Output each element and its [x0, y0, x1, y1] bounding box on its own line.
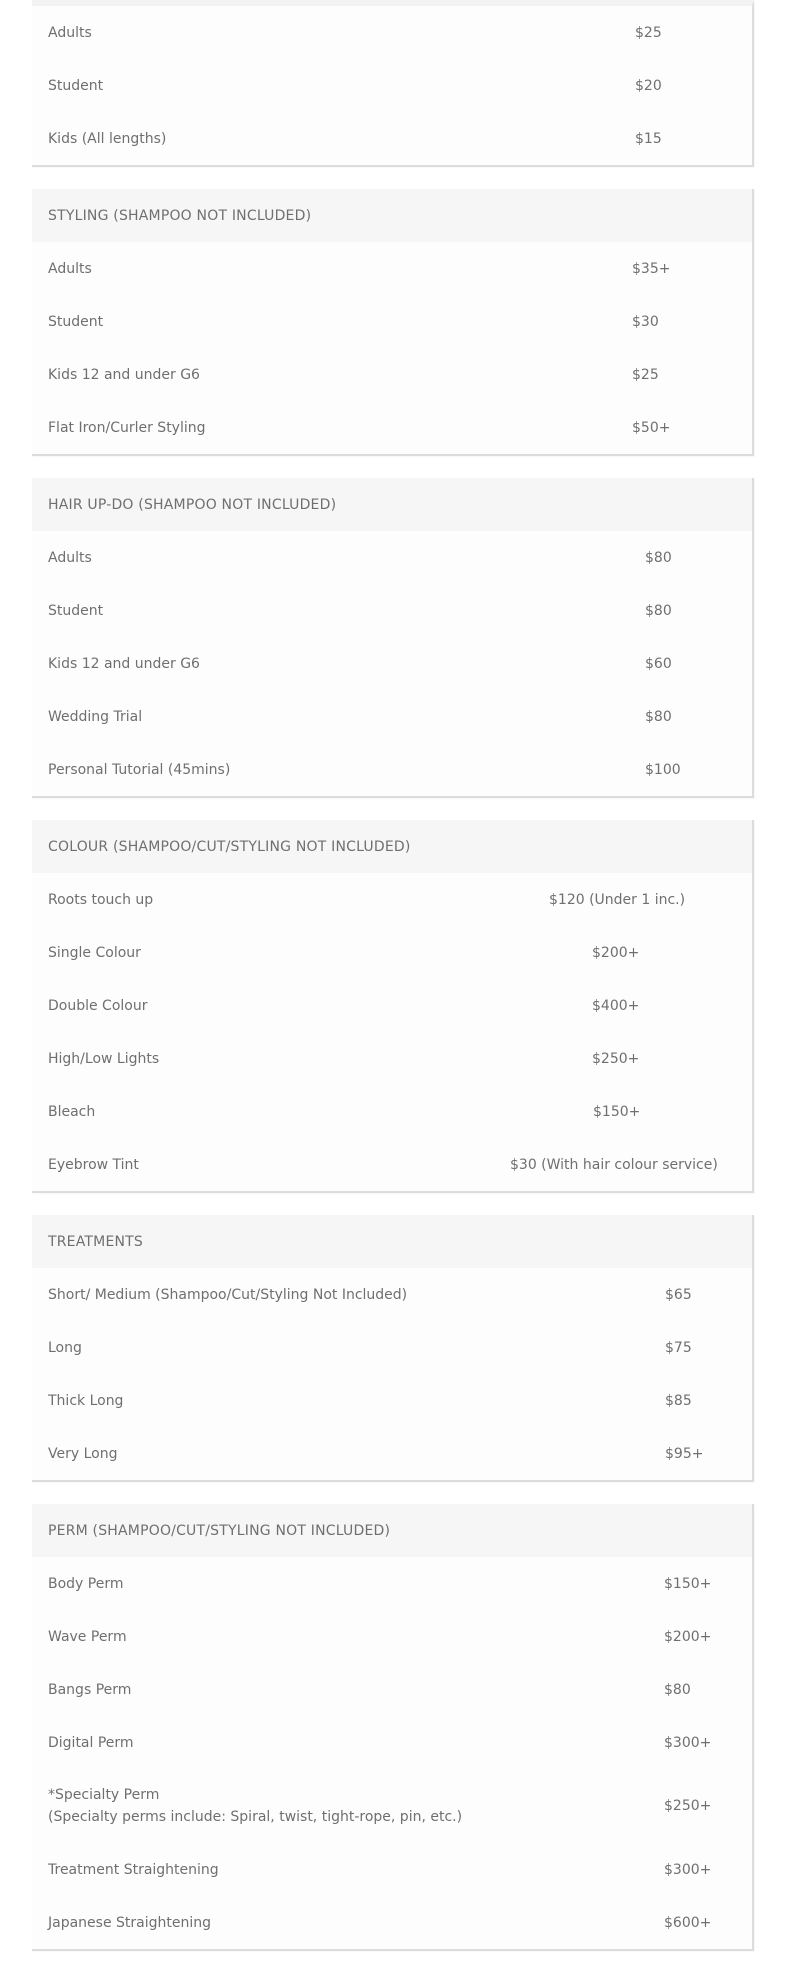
service-price: $30 (With hair colour service): [510, 1156, 718, 1173]
service-name: Adults: [48, 24, 92, 41]
section-title: TREATMENTS: [32, 1215, 752, 1268]
table-row: [32, 743, 752, 796]
service-price: $80: [645, 708, 672, 725]
table-row: [32, 295, 752, 348]
table-row: [32, 1032, 752, 1085]
section-title: COLOUR (SHAMPOO/CUT/STYLING NOT INCLUDED): [32, 820, 752, 873]
table-row: [32, 1663, 752, 1716]
table-row: [32, 1716, 752, 1769]
table-row: [32, 1268, 752, 1321]
service-name: Single Colour: [48, 944, 141, 961]
service-name: Bangs Perm: [48, 1681, 132, 1698]
price-table-colour: [32, 820, 754, 1193]
table-row: [32, 348, 752, 401]
service-name: *Specialty Perm: [48, 1787, 160, 1803]
service-name: Kids (All lengths): [48, 130, 167, 147]
table-row: [32, 1896, 752, 1949]
table-row: [32, 59, 752, 112]
section-title: PERM (SHAMPOO/CUT/STYLING NOT INCLUDED): [32, 1504, 752, 1557]
service-name: Student: [48, 602, 104, 619]
price-table-cut: [32, 0, 754, 167]
service-price: $20: [635, 77, 662, 94]
service-name: Bleach: [48, 1103, 96, 1120]
service-name: Japanese Straightening: [48, 1914, 212, 1931]
table-row: [32, 112, 752, 165]
table-row: [32, 1138, 752, 1191]
service-price: $300+: [664, 1861, 712, 1878]
service-name: Kids 12 and under G6: [48, 655, 200, 672]
service-name: Thick Long: [48, 1392, 124, 1409]
table-row: [32, 1321, 752, 1374]
section-title: HAIR UP-DO (SHAMPOO NOT INCLUDED): [32, 478, 752, 531]
service-name: Double Colour: [48, 997, 148, 1014]
table-row: [32, 584, 752, 637]
table-row: [32, 690, 752, 743]
service-price: $95+: [665, 1445, 704, 1462]
service-price: $60: [645, 655, 672, 672]
service-price: $25: [632, 366, 659, 383]
table-row: [32, 401, 752, 454]
table-row: [32, 531, 752, 584]
service-name: Very Long: [48, 1445, 118, 1462]
service-name: Wedding Trial: [48, 708, 143, 725]
service-name: Treatment Straightening: [48, 1861, 219, 1878]
table-row: [32, 242, 752, 295]
table-row: [32, 1610, 752, 1663]
service-name: Adults: [48, 260, 92, 277]
service-note: (Specialty perms include: Spiral, twist, tight-rope, pin, etc.): [48, 1809, 463, 1825]
service-name: Short/ Medium (Shampoo/Cut/Styling Not Included): [48, 1286, 408, 1303]
service-name: Long: [48, 1339, 82, 1356]
service-price: $200+: [664, 1628, 712, 1645]
service-name: Roots touch up: [48, 891, 154, 908]
table-row: [32, 1427, 752, 1480]
price-list: [32, 0, 754, 1973]
table-row: [32, 1085, 752, 1138]
service-name: Kids 12 and under G6: [48, 366, 200, 383]
table-row: [32, 637, 752, 690]
service-price: $35+: [632, 260, 671, 277]
service-price: $120 (Under 1 inc.): [549, 891, 686, 908]
table-row: [32, 6, 752, 59]
service-price: $65: [665, 1286, 692, 1303]
table-row: [32, 873, 752, 926]
service-price: $15: [635, 130, 662, 147]
price-table-hair-up-do: [32, 478, 754, 798]
service-price: $250+: [664, 1798, 712, 1814]
service-price: $25: [635, 24, 662, 41]
table-row: [32, 1374, 752, 1427]
service-price: $400+: [592, 997, 640, 1014]
service-price: $200+: [592, 944, 640, 961]
service-price: $150+: [664, 1575, 712, 1592]
service-name: Body Perm: [48, 1575, 124, 1592]
service-price: $80: [645, 602, 672, 619]
service-name: Flat Iron/Curler Styling: [48, 419, 206, 436]
service-price: $85: [665, 1392, 692, 1409]
table-row: [32, 1843, 752, 1896]
table-row: [32, 926, 752, 979]
service-name: Student: [48, 313, 104, 330]
service-price: $600+: [664, 1914, 712, 1931]
service-name: Personal Tutorial (45mins): [48, 761, 231, 778]
service-price: $150+: [593, 1103, 641, 1120]
service-price: $80: [664, 1681, 691, 1698]
service-name: Eyebrow Tint: [48, 1156, 139, 1173]
service-price: $250+: [592, 1050, 640, 1067]
service-name: Digital Perm: [48, 1734, 134, 1751]
table-row: [32, 1557, 752, 1610]
price-table-perm: [32, 1504, 754, 1951]
service-name: High/Low Lights: [48, 1050, 160, 1067]
section-title: STYLING (SHAMPOO NOT INCLUDED): [32, 189, 752, 242]
table-row: [32, 979, 752, 1032]
service-price: $100: [645, 761, 681, 778]
service-price: $50+: [632, 419, 671, 436]
service-price: $300+: [664, 1734, 712, 1751]
service-name: Student: [48, 77, 104, 94]
service-name: Adults: [48, 549, 92, 566]
service-name-with-note: [32, 1784, 752, 1828]
service-price: $75: [665, 1339, 692, 1356]
service-price: $30: [632, 313, 659, 330]
table-row: [32, 1769, 752, 1843]
service-name: Wave Perm: [48, 1628, 127, 1645]
service-price: $80: [645, 549, 672, 566]
price-table-styling: [32, 189, 754, 456]
price-table-treatments: [32, 1215, 754, 1482]
